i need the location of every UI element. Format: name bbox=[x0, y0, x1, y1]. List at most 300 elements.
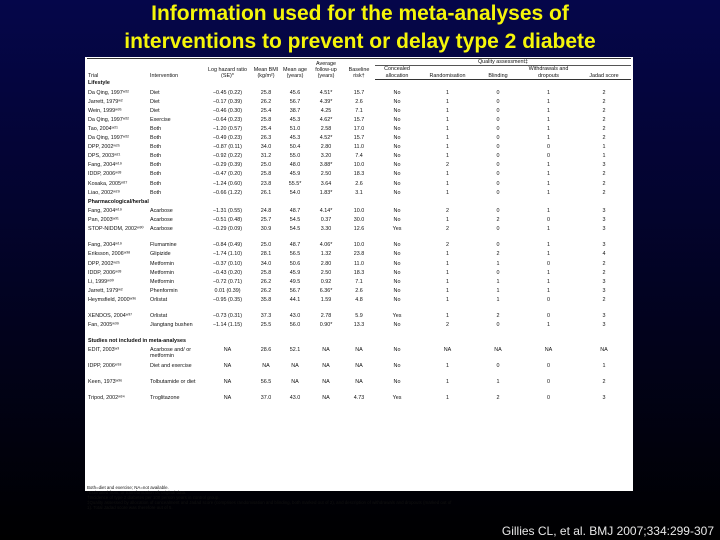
cell-bmi: 35.8 bbox=[260, 296, 272, 303]
cell-baseline-risk: 4.73 bbox=[353, 395, 365, 402]
cell-concealed: Yes bbox=[392, 226, 402, 233]
cell-followup: 4.51* bbox=[319, 89, 333, 96]
cell-intervention: Exercise bbox=[150, 116, 171, 123]
cell-log-hr: −0.37 (0.10) bbox=[212, 260, 243, 267]
cell-age: 49.5 bbox=[289, 278, 301, 285]
cell-blinding: 0 bbox=[496, 180, 500, 187]
cell-trial: Da Qing, 1997ʷ²² bbox=[88, 135, 129, 142]
cell-baseline-risk: 7.4 bbox=[355, 153, 363, 160]
cell-bmi: 26.2 bbox=[260, 287, 272, 294]
cell-concealed: No bbox=[393, 116, 401, 123]
cell-randomisation: 1 bbox=[446, 180, 449, 187]
cell-intervention: Both bbox=[150, 162, 162, 169]
cell-randomisation: 2 bbox=[446, 242, 449, 249]
cell-baseline-risk: 11.0 bbox=[353, 260, 365, 267]
table-row bbox=[87, 288, 631, 297]
cell-withdrawals: 1 bbox=[547, 287, 550, 294]
cell-intervention: Both bbox=[150, 135, 162, 142]
cell-withdrawals: 1 bbox=[547, 107, 550, 114]
cell-intervention: Both bbox=[150, 180, 162, 187]
cell-intervention: Orlistat bbox=[150, 312, 168, 319]
table-row bbox=[87, 135, 631, 144]
cell-log-hr: −0.17 (0.39) bbox=[212, 98, 243, 105]
cell-blinding: 2 bbox=[496, 217, 500, 224]
cell-randomisation: 1 bbox=[446, 116, 449, 123]
cell-bmi: 28.6 bbox=[260, 347, 272, 354]
table-row bbox=[87, 226, 631, 242]
cell-baseline-risk: 23.8 bbox=[353, 251, 365, 258]
cell-trial: EDIT, 2003ʷ³ bbox=[88, 347, 120, 354]
cell-baseline-risk: 10.0 bbox=[353, 162, 365, 169]
cell-jadad: 3 bbox=[602, 242, 606, 249]
cell-age: 50.4 bbox=[289, 144, 301, 151]
cell-bmi: 26.2 bbox=[260, 98, 272, 105]
cell-followup: 4.39* bbox=[319, 98, 333, 105]
cell-trial: Liao, 2002ʷ²⁹ bbox=[88, 189, 120, 196]
col-trial: Trial bbox=[87, 59, 149, 80]
table-row bbox=[87, 90, 631, 99]
cell-log-hr: −1.24 (0.60) bbox=[212, 180, 243, 187]
table-row bbox=[87, 279, 631, 288]
cell-withdrawals: 0 bbox=[547, 296, 550, 303]
cell-age: 45.3 bbox=[289, 116, 301, 123]
cell-intervention: Metformin bbox=[150, 278, 174, 285]
section-label: Studies not included in meta-analyses bbox=[88, 337, 186, 344]
cell-baseline-risk: 2.6 bbox=[355, 98, 363, 105]
cell-followup: NA bbox=[322, 395, 330, 402]
cell-age: NA bbox=[291, 363, 299, 370]
table-row bbox=[87, 242, 631, 251]
cell-concealed: No bbox=[393, 260, 401, 267]
cell-followup: 4.52* bbox=[319, 135, 333, 142]
cell-jadad: 2 bbox=[602, 189, 606, 196]
cell-trial: Pan, 2003ʷ³¹ bbox=[88, 217, 119, 224]
cell-log-hr: −0.73 (0.31) bbox=[212, 312, 243, 319]
cell-intervention: Orlistat bbox=[150, 296, 168, 303]
cell-log-hr: −1.14 (1.15) bbox=[212, 321, 243, 328]
cell-bmi: 26.3 bbox=[260, 135, 272, 142]
cell-followup: 1.32 bbox=[320, 251, 332, 258]
cell-followup: 4.62* bbox=[319, 116, 333, 123]
cell-bmi: 25.8 bbox=[260, 116, 272, 123]
cell-baseline-risk: 3.1 bbox=[355, 189, 363, 196]
cell-trial: Da Qing, 1997ʷ²² bbox=[88, 116, 129, 123]
cell-baseline-risk: NA bbox=[355, 363, 363, 370]
cell-jadad: 2 bbox=[602, 125, 606, 132]
cell-jadad: 1 bbox=[602, 153, 606, 160]
cell-blinding: 1 bbox=[496, 260, 500, 267]
cell-concealed: No bbox=[393, 208, 401, 215]
section-lifestyle bbox=[87, 80, 631, 90]
cell-intervention: Diet bbox=[150, 107, 160, 114]
cell-randomisation: 1 bbox=[446, 89, 449, 96]
cell-log-hr: −1.20 (0.57) bbox=[212, 125, 243, 132]
table-document bbox=[85, 57, 633, 510]
cell-age: 45.9 bbox=[289, 269, 301, 276]
cell-age: 43.0 bbox=[289, 395, 301, 402]
cell-intervention: Both bbox=[150, 171, 162, 178]
cell-withdrawals: 0 bbox=[547, 363, 550, 370]
cell-followup: 2.58 bbox=[320, 125, 332, 132]
table-row bbox=[87, 162, 631, 171]
cell-followup: 2.80 bbox=[320, 144, 332, 151]
cell-jadad: 2 bbox=[602, 296, 606, 303]
cell-withdrawals: 1 bbox=[547, 89, 550, 96]
cell-concealed: No bbox=[393, 242, 401, 249]
cell-bmi: 25.0 bbox=[260, 242, 272, 249]
cell-age: 56.5 bbox=[289, 251, 301, 258]
cell-bmi: 34.0 bbox=[260, 260, 272, 267]
cell-age: 44.1 bbox=[289, 296, 301, 303]
cell-baseline-risk: 17.0 bbox=[353, 125, 365, 132]
cell-randomisation: 1 bbox=[446, 125, 449, 132]
cell-concealed: No bbox=[393, 171, 401, 178]
cell-followup: 2.78 bbox=[320, 312, 332, 319]
footnote: ‡Quality assessed by allocation of concealment and Jadad score (comprises randomisation and blinding, both marked out of 2), and description of withdrawals and dropouts (marked out of bbox=[87, 500, 452, 505]
cell-trial: DPP, 2002ʷ²⁵ bbox=[88, 144, 120, 151]
cell-bmi: 25.8 bbox=[260, 89, 272, 96]
cell-withdrawals: 1 bbox=[547, 180, 550, 187]
cell-trial: XENDOS, 2004ʷ³⁷ bbox=[88, 312, 133, 319]
cell-blinding: 0 bbox=[496, 98, 500, 105]
cell-log-hr: −1.74 (1.10) bbox=[212, 251, 243, 258]
cell-trial: Tao, 2004ʷ²¹ bbox=[88, 125, 118, 132]
cell-log-hr: −0.51 (0.48) bbox=[212, 217, 243, 224]
cell-baseline-risk: 10.0 bbox=[353, 208, 365, 215]
cell-baseline-risk: 30.0 bbox=[353, 217, 365, 224]
cell-log-hr: −0.43 (0.20) bbox=[212, 269, 243, 276]
cell-intervention: Tolbutamide or diet bbox=[150, 379, 196, 386]
cell-baseline-risk: 10.0 bbox=[353, 242, 365, 249]
table-row bbox=[87, 108, 631, 117]
footnote: 1). Total Jadad score was therefore out of 5. bbox=[87, 505, 173, 510]
cell-jadad: 3 bbox=[602, 287, 606, 294]
cell-randomisation: 1 bbox=[446, 144, 449, 151]
cell-concealed: No bbox=[393, 347, 401, 354]
cell-blinding: 0 bbox=[496, 116, 500, 123]
col-followup: Average follow-up (years) bbox=[309, 59, 343, 80]
cell-trial: DPP, 2002ʷ²⁵ bbox=[88, 260, 120, 267]
cell-age: 51.0 bbox=[289, 125, 301, 132]
cell-trial: Jarrett, 1979ʷ² bbox=[88, 287, 123, 294]
cell-baseline-risk: 13.3 bbox=[353, 321, 365, 328]
cell-age: 45.9 bbox=[289, 171, 301, 178]
cell-withdrawals: 1 bbox=[547, 162, 550, 169]
cell-withdrawals: 1 bbox=[547, 171, 550, 178]
table-row bbox=[87, 297, 631, 313]
cell-concealed: No bbox=[393, 180, 401, 187]
cell-concealed: No bbox=[393, 144, 401, 151]
cell-concealed: No bbox=[393, 251, 401, 258]
cell-blinding: 0 bbox=[496, 208, 500, 215]
cell-followup: 3.30 bbox=[320, 226, 332, 233]
cell-baseline-risk: 15.7 bbox=[353, 135, 365, 142]
cell-withdrawals: 1 bbox=[547, 135, 550, 142]
cell-bmi: 25.8 bbox=[260, 171, 272, 178]
meta-analysis-table bbox=[87, 58, 631, 404]
cell-trial: STOP-NIDDM, 2002ʷ³⁰ bbox=[88, 226, 144, 233]
table-row bbox=[87, 126, 631, 135]
cell-randomisation: 2 bbox=[446, 208, 449, 215]
cell-blinding: 0 bbox=[496, 144, 500, 151]
cell-concealed: No bbox=[393, 107, 401, 114]
table-row bbox=[87, 99, 631, 108]
cell-age: 56.7 bbox=[289, 98, 301, 105]
cell-blinding: NA bbox=[494, 347, 502, 354]
footnote: *Estimated from, or transformation of, original data. bbox=[87, 490, 187, 495]
cell-baseline-risk: 4.8 bbox=[355, 296, 363, 303]
cell-randomisation: 1 bbox=[446, 217, 449, 224]
table-row bbox=[87, 208, 631, 217]
citation: Gillies CL, et al. BMJ 2007;334:299-307 bbox=[501, 524, 714, 538]
cell-trial: Fang, 2004ʷ¹⁹ bbox=[88, 162, 122, 169]
cell-blinding: 0 bbox=[496, 153, 500, 160]
table-row bbox=[87, 181, 631, 190]
cell-jadad: 3 bbox=[602, 208, 606, 215]
cell-age: 55.0 bbox=[289, 153, 301, 160]
cell-jadad: 3 bbox=[602, 395, 606, 402]
cell-intervention: Acarbose bbox=[150, 208, 173, 215]
col-concealed: Concealed allocation bbox=[375, 66, 419, 80]
col-jadad: Jadad score bbox=[577, 66, 631, 80]
cell-withdrawals: 1 bbox=[547, 321, 550, 328]
cell-concealed: No bbox=[393, 321, 401, 328]
cell-baseline-risk: 2.6 bbox=[355, 287, 363, 294]
cell-jadad: 2 bbox=[602, 171, 606, 178]
cell-randomisation: 1 bbox=[446, 135, 449, 142]
cell-followup: 2.80 bbox=[320, 260, 332, 267]
cell-followup: 3.88* bbox=[319, 162, 333, 169]
cell-blinding: 0 bbox=[496, 226, 500, 233]
cell-bmi: NA bbox=[262, 363, 270, 370]
cell-intervention: Acarbose bbox=[150, 217, 173, 224]
cell-withdrawals: 1 bbox=[547, 116, 550, 123]
table-row bbox=[87, 251, 631, 260]
cell-trial: IDDP, 2006ʷ³³ bbox=[88, 269, 122, 276]
table-row bbox=[87, 395, 631, 404]
cell-followup: 0.37 bbox=[320, 217, 332, 224]
cell-log-hr: −0.45 (0.22) bbox=[212, 89, 243, 96]
table-row bbox=[87, 153, 631, 162]
cell-randomisation: 1 bbox=[446, 189, 449, 196]
slide-title-line1: Information used for the meta-analyses of bbox=[151, 2, 569, 25]
cell-followup: 3.20 bbox=[320, 153, 332, 160]
cell-trial: Kosaka, 2005ʷ²⁷ bbox=[88, 180, 128, 187]
cell-randomisation: 1 bbox=[446, 269, 449, 276]
cell-baseline-risk: 15.7 bbox=[353, 116, 365, 123]
cell-bmi: 25.7 bbox=[260, 217, 272, 224]
cell-trial: Keen, 1973ʷ³⁶ bbox=[88, 379, 123, 386]
cell-intervention: Phenformin bbox=[150, 287, 178, 294]
cell-intervention: Both bbox=[150, 153, 162, 160]
cell-withdrawals: 1 bbox=[547, 226, 550, 233]
cell-randomisation: 1 bbox=[446, 260, 449, 267]
col-intervention: Intervention bbox=[149, 59, 204, 80]
cell-age: 56.0 bbox=[289, 321, 301, 328]
cell-intervention: Both bbox=[150, 144, 162, 151]
cell-withdrawals: 0 bbox=[547, 312, 550, 319]
cell-followup: 0.90* bbox=[319, 321, 333, 328]
cell-withdrawals: 1 bbox=[547, 251, 550, 258]
cell-intervention: Diet and exercise bbox=[150, 363, 192, 370]
cell-bmi: 31.2 bbox=[260, 153, 272, 160]
cell-jadad: 2 bbox=[602, 98, 606, 105]
cell-jadad: 2 bbox=[602, 89, 606, 96]
cell-concealed: No bbox=[393, 98, 401, 105]
cell-blinding: 0 bbox=[496, 107, 500, 114]
cell-age: NA bbox=[291, 379, 299, 386]
cell-trial: Fan, 2005ʷ³⁹ bbox=[88, 321, 119, 328]
cell-trial: Li, 1999ʷ³⁰ bbox=[88, 278, 114, 285]
cell-withdrawals: NA bbox=[544, 347, 553, 354]
cell-trial: Fang, 2004ʷ¹⁹ bbox=[88, 208, 122, 215]
cell-age: 38.7 bbox=[289, 107, 301, 114]
cell-randomisation: 2 bbox=[446, 226, 449, 233]
table-row bbox=[87, 363, 631, 379]
cell-jadad: 2 bbox=[602, 269, 606, 276]
cell-intervention: Both bbox=[150, 189, 162, 196]
cell-bmi: 25.8 bbox=[260, 269, 272, 276]
cell-bmi: 24.8 bbox=[260, 208, 272, 215]
cell-followup: 1.83* bbox=[319, 189, 333, 196]
cell-log-hr: NA bbox=[223, 395, 232, 402]
cell-log-hr: −0.84 (0.49) bbox=[212, 242, 243, 249]
cell-trial: IDDP, 2006ʷ³³ bbox=[88, 171, 122, 178]
cell-log-hr: NA bbox=[223, 363, 232, 370]
cell-followup: 4.06* bbox=[319, 242, 333, 249]
cell-followup: 4.14* bbox=[319, 208, 333, 215]
cell-withdrawals: 0 bbox=[547, 217, 550, 224]
cell-followup: 1.59 bbox=[320, 296, 332, 303]
cell-intervention: Both bbox=[150, 125, 162, 132]
cell-withdrawals: 1 bbox=[547, 242, 550, 249]
cell-followup: 0.92 bbox=[320, 278, 332, 285]
table-row bbox=[87, 313, 631, 322]
cell-followup: NA bbox=[322, 347, 330, 354]
table-row bbox=[87, 190, 631, 199]
cell-randomisation: 1 bbox=[446, 98, 449, 105]
cell-concealed: No bbox=[393, 269, 401, 276]
table-row bbox=[87, 217, 631, 226]
cell-jadad: 3 bbox=[602, 321, 606, 328]
cell-log-hr: NA bbox=[223, 347, 232, 354]
cell-concealed: No bbox=[393, 363, 401, 370]
cell-trial: Wein, 1999ʷ³⁵ bbox=[88, 107, 122, 114]
cell-randomisation: 2 bbox=[446, 321, 449, 328]
cell-trial: Heymsfield, 2000ʷ³⁶ bbox=[88, 296, 137, 303]
cell-randomisation: 1 bbox=[446, 395, 449, 402]
cell-trial: Tripod, 2002ʷ³⁴ bbox=[88, 395, 125, 402]
cell-withdrawals: 1 bbox=[547, 98, 550, 105]
cell-withdrawals: 0 bbox=[547, 144, 550, 151]
cell-withdrawals: 0 bbox=[547, 153, 550, 160]
table-row bbox=[87, 261, 631, 270]
col-blinding: Blinding bbox=[476, 66, 520, 80]
cell-age: 54.0 bbox=[289, 189, 301, 196]
cell-blinding: 0 bbox=[496, 125, 500, 132]
cell-randomisation: 1 bbox=[446, 379, 449, 386]
cell-blinding: 1 bbox=[496, 287, 500, 294]
cell-followup: 3.64 bbox=[320, 180, 332, 187]
slide-title bbox=[0, 0, 720, 56]
col-quality: Quality assessment‡ bbox=[375, 59, 631, 66]
cell-jadad: NA bbox=[600, 347, 608, 354]
cell-randomisation: 1 bbox=[446, 107, 449, 114]
cell-withdrawals: 0 bbox=[547, 395, 550, 402]
cell-followup: 2.50 bbox=[320, 171, 332, 178]
cell-bmi: 26.2 bbox=[260, 278, 272, 285]
cell-withdrawals: 0 bbox=[547, 260, 550, 267]
cell-withdrawals: 1 bbox=[547, 125, 550, 132]
section-label: Lifestyle bbox=[88, 80, 110, 87]
cell-trial: IDPP, 2006ʷ¹⁸ bbox=[88, 363, 122, 370]
cell-blinding: 0 bbox=[496, 135, 500, 142]
cell-concealed: No bbox=[393, 278, 401, 285]
cell-concealed: No bbox=[393, 135, 401, 142]
cell-age: 52.1 bbox=[289, 347, 301, 354]
cell-followup: 4.25 bbox=[320, 107, 332, 114]
cell-intervention: Metformin bbox=[150, 260, 174, 267]
cell-intervention: Diet bbox=[150, 89, 160, 96]
cell-randomisation: 1 bbox=[446, 312, 449, 319]
cell-concealed: Yes bbox=[392, 395, 402, 402]
cell-bmi: 28.1 bbox=[260, 251, 272, 258]
cell-intervention: Acarbose and/ or metformin bbox=[150, 347, 192, 360]
cell-baseline-risk: 18.3 bbox=[353, 269, 365, 276]
table-row bbox=[87, 117, 631, 126]
footnote: Both=diet and exercise; NA=not available. bbox=[87, 485, 169, 490]
cell-baseline-risk: 2.6 bbox=[355, 180, 363, 187]
section-pharma bbox=[87, 199, 631, 208]
cell-jadad: 3 bbox=[602, 226, 606, 233]
cell-age: 43.0 bbox=[289, 312, 301, 319]
cell-randomisation: 1 bbox=[446, 251, 449, 258]
cell-baseline-risk: NA bbox=[355, 379, 363, 386]
cell-withdrawals: 1 bbox=[547, 208, 550, 215]
cell-age: 56.7 bbox=[289, 287, 301, 294]
cell-log-hr: NA bbox=[223, 379, 232, 386]
cell-jadad: 3 bbox=[602, 312, 606, 319]
cell-age: 48.0 bbox=[289, 162, 301, 169]
cell-followup: NA bbox=[322, 363, 330, 370]
cell-blinding: 0 bbox=[496, 189, 500, 196]
cell-baseline-risk: 15.7 bbox=[353, 89, 365, 96]
cell-baseline-risk: 11.0 bbox=[353, 144, 365, 151]
cell-trial: Da Qing, 1997ʷ²² bbox=[88, 89, 129, 96]
section-not-included bbox=[87, 338, 631, 347]
cell-jadad: 2 bbox=[602, 135, 606, 142]
cell-concealed: No bbox=[393, 89, 401, 96]
cell-intervention: Jiangtang bushen bbox=[150, 321, 193, 328]
cell-intervention: Metformin bbox=[150, 269, 174, 276]
cell-followup: 6.36* bbox=[319, 287, 333, 294]
cell-blinding: 2 bbox=[496, 251, 500, 258]
cell-blinding: 1 bbox=[496, 296, 500, 303]
cell-blinding: 0 bbox=[496, 363, 500, 370]
cell-bmi: 56.5 bbox=[260, 379, 272, 386]
cell-age: 45.3 bbox=[289, 135, 301, 142]
cell-age: 48.7 bbox=[289, 242, 301, 249]
cell-log-hr: −0.72 (0.71) bbox=[212, 278, 243, 285]
footnote: †Incidence of type 2 diabetes per 100 person years in control group. bbox=[87, 495, 220, 500]
col-randomisation: Randomisation bbox=[419, 66, 476, 80]
cell-bmi: 34.0 bbox=[260, 144, 272, 151]
cell-randomisation: NA bbox=[443, 347, 452, 354]
cell-concealed: No bbox=[393, 189, 401, 196]
cell-jadad: 2 bbox=[602, 180, 606, 187]
cell-blinding: 0 bbox=[496, 162, 500, 169]
table-row bbox=[87, 270, 631, 279]
